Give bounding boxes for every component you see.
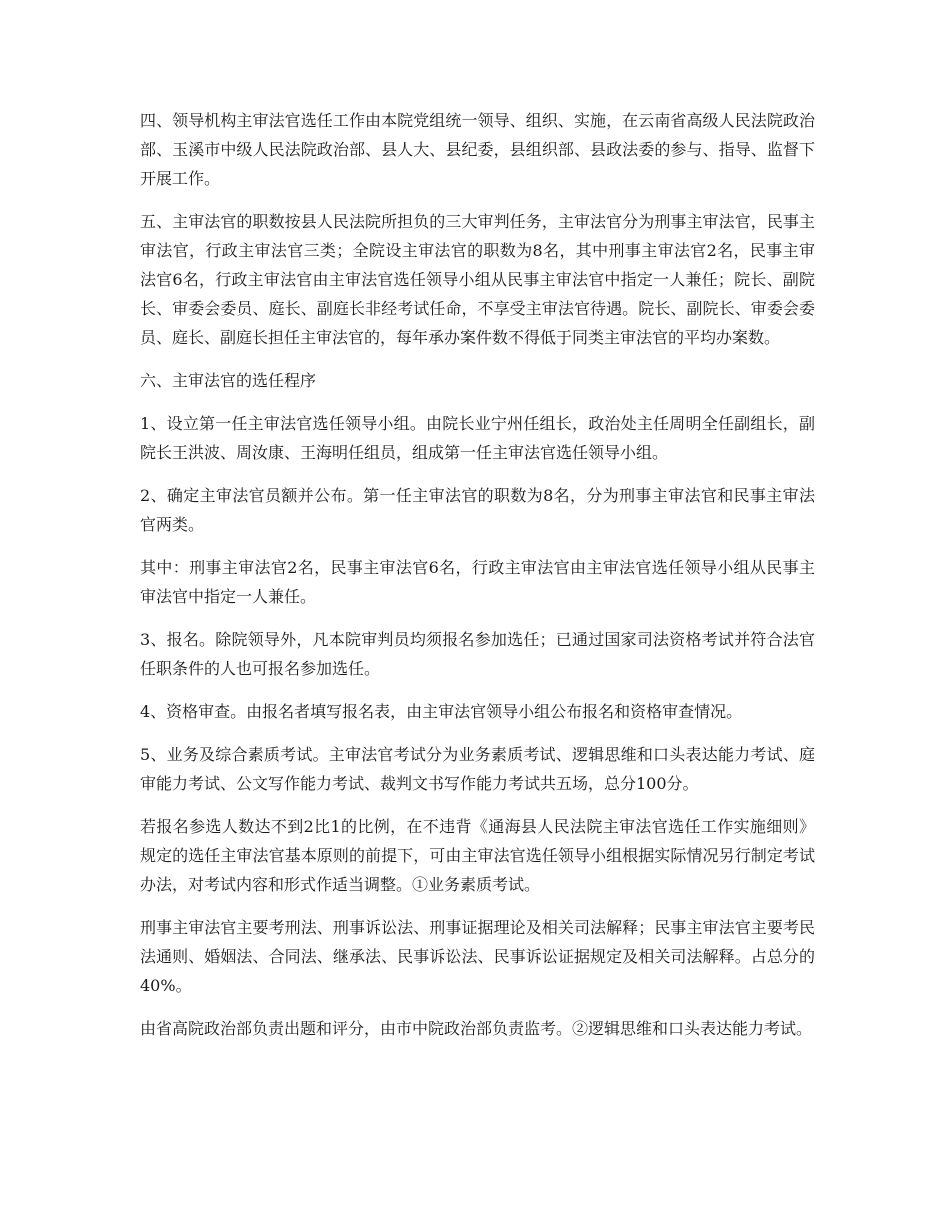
paragraph-step-3: 3、报名。除院领导外，凡本院审判员均须报名参加选任；已通过国家司法资格考试并符合法官任职条件的人也可报名参加选任。 — [140, 630, 815, 678]
paragraph-section-heading: 六、主审法官的选任程序 — [140, 371, 317, 390]
paragraph-step-2-detail: 其中：刑事主审法官2名，民事主审法官6名，行政主审法官由主审法官选任领导小组从民事主审法官中指定一人兼任。 — [140, 558, 815, 606]
paragraph-step-5: 5、业务及综合素质考试。主审法官考试分为业务素质考试、逻辑思维和口头表达能力考试、庭审能力考试、公文写作能力考试、裁判文书写作能力考试共五场，总分100分。 — [140, 745, 815, 793]
paragraph-exam-subjects: 刑事主审法官主要考刑法、刑事诉讼法、刑事证据理论及相关司法解释；民事主审法官主要考民法通则、婚姻法、合同法、继承法、民事诉讼法、民事诉讼证据规定及相关司法解释。占总分的40%。 — [140, 918, 815, 995]
paragraph-step-4: 4、资格审查。由报名者填写报名表，由主审法官领导小组公布报名和资格审查情况。 — [140, 702, 743, 721]
paragraph-judge-quota: 五、主审法官的职数按县人民法院所担负的三大审判任务，主审法官分为刑事主审法官，民事主审法官，行政主审法官三类；全院设主审法官的职数为8名，其中刑事主审法官2名，民事主审法官6名，行政主审法官由主审法官选任领导小组从民事主审法官中指定一人兼任；院长、副院长、审委会委员、庭长、副庭长非经考试任命，不享受主审法官待遇。院长、副院长、审委会委员、庭长、副庭长担任主审法官的，每年承办案件数不得低于同类主审法官的平均办案数。 — [140, 212, 815, 347]
paragraph-step-1: 1、设立第一任主审法官选任领导小组。由院长业宁州任组长，政治处主任周明全任副组长，副院长王洪波、周汝康、王海明任组员，组成第一任主审法官选任领导小组。 — [140, 414, 815, 462]
document-body — [140, 106, 815, 1057]
paragraph-exam-adjustment: 若报名参选人数达不到2比1的比例，在不违背《通海县人民法院主审法官选任工作实施细则》规定的选任主审法官基本原则的前提下，可由主审法官选任领导小组根据实际情况另行制定考试办法，对考试内容和形式作适当调整。①业务素质考试。 — [140, 817, 815, 894]
paragraph-step-2: 2、确定主审法官员额并公布。第一任主审法官的职数为8名，分为刑事主审法官和民事主审法官两类。 — [140, 486, 815, 534]
paragraph-exam-supervision: 由省高院政治部负责出题和评分，由市中院政治部负责监考。②逻辑思维和口头表达能力考试。 — [140, 1019, 813, 1038]
paragraph-leadership: 四、领导机构主审法官选任工作由本院党组统一领导、组织、实施，在云南省高级人民法院政治部、玉溪市中级人民法院政治部、县人大、县纪委，县组织部、县政法委的参与、指导、监督下开展工作。 — [140, 111, 815, 188]
